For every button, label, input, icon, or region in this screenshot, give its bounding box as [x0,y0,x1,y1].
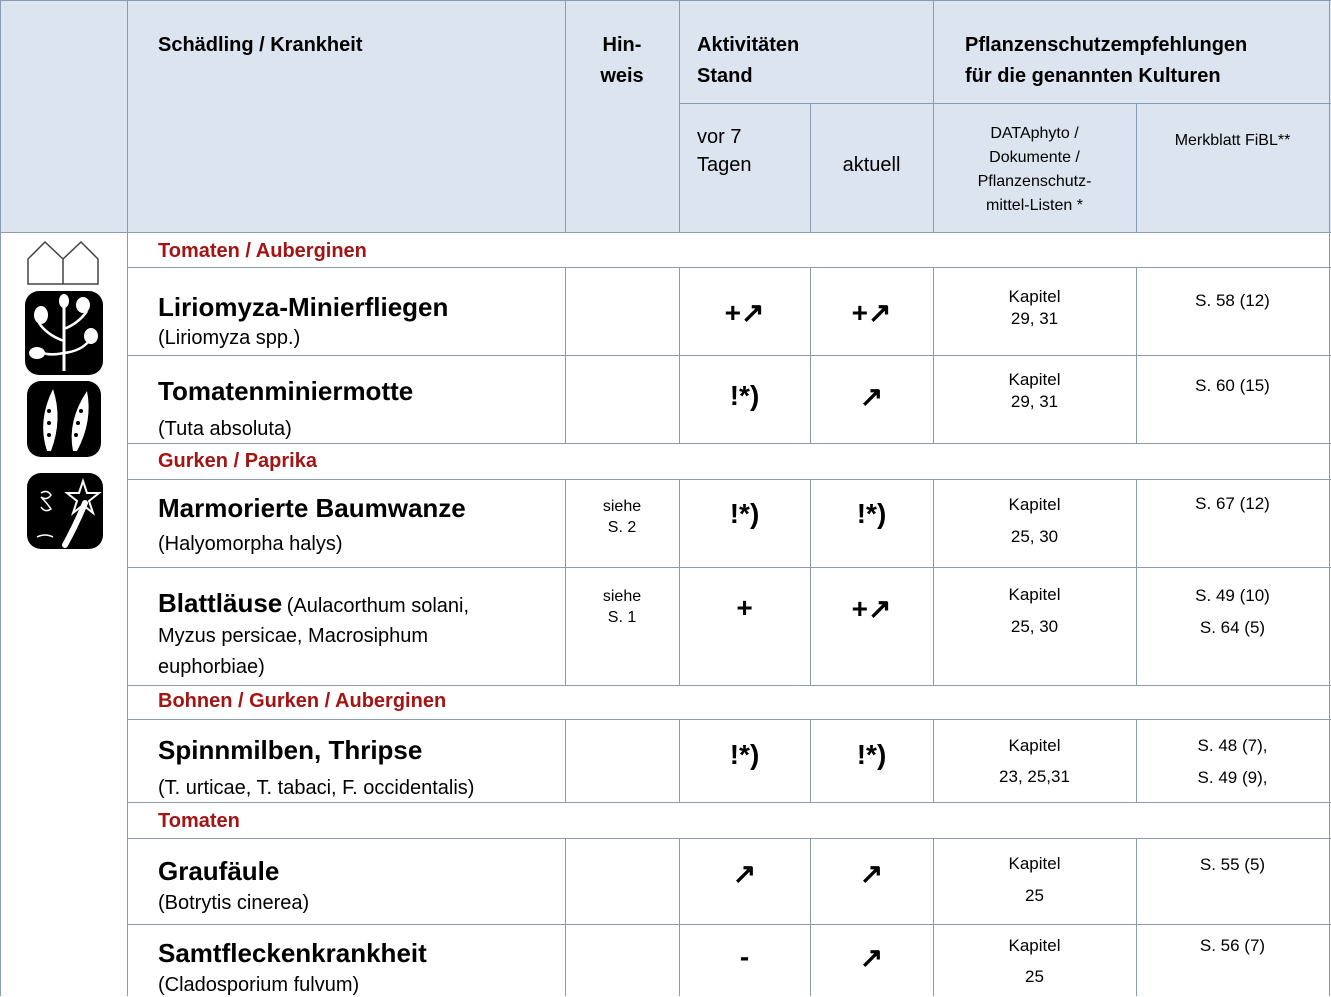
activity-before: ↗ [732,858,757,889]
greenhouse-icon [27,241,99,285]
header-recommend-2: für die genannten Kulturen [965,65,1221,87]
row-divider [128,802,1331,803]
column-divider [933,719,934,802]
category-heading: Tomaten [158,810,240,832]
pest-scientific-name-line-3: euphorbiae) [158,656,265,678]
fibl-reference: S. 49 (9), [1197,768,1268,787]
subheader-current: aktuell [842,154,901,176]
header-recommend-1: Pflanzenschutzempfehlungen [965,34,1248,56]
fibl-reference: S. 67 (12) [1195,494,1270,513]
header-activity-2: Stand [697,65,753,87]
fibl-reference: S. 64 (5) [1199,618,1266,637]
table-border-top [0,0,1331,1]
activity-current: ↗ [859,858,884,889]
fibl-reference: S. 48 (7), [1197,736,1268,755]
column-divider [810,267,811,443]
chapter-label: Kapitel [1008,854,1061,873]
column-divider [679,0,680,232]
activity-before: !*) [729,739,760,770]
pest-scientific-name: (Halyomorpha halys) [158,533,343,555]
hint-text-2: S. 2 [607,519,637,536]
row-divider [128,479,1331,480]
category-heading: Gurken / Paprika [158,450,317,472]
header-hint-1: Hin- [602,34,642,56]
row-divider [128,719,1331,720]
fibl-reference: S. 56 (7) [1199,936,1266,955]
activity-current: +↗ [851,297,892,328]
column-border-right [1329,0,1330,996]
row-divider [128,267,1331,268]
pest-name: Blattläuse [158,588,283,618]
header-activity-1: Aktivitäten [697,34,800,56]
bean-pods-icon [27,381,101,457]
activity-current: !*) [856,739,887,770]
chapter-label: Kapitel [1008,287,1061,306]
pest-scientific-name: (Tuta absoluta) [158,418,292,440]
hint-text-1: siehe [602,498,642,515]
header-bottom-border [0,232,1331,233]
activity-before: +↗ [724,297,765,328]
chapter-numbers: 23, 25,31 [999,767,1070,786]
activity-before: + [736,592,753,623]
chapter-numbers: 25, 30 [1010,617,1059,636]
chapter-label: Kapitel [1008,936,1061,955]
pest-scientific-name: (Aulacorthum solani, [286,595,470,617]
header-pest: Schädling / Krankheit [158,34,363,56]
row-divider [128,838,1331,839]
column-border-left [0,0,1,996]
pest-scientific-name-line-2: Myzus persicae, Macrosiphum [158,625,429,647]
chapter-label: Kapitel [1008,370,1061,389]
pest-name: Marmorierte Baumwanze [158,493,466,523]
subheader-datap-2: Dokumente / [989,149,1080,166]
pest-scientific-name: (T. urticae, T. tabaci, F. occidentalis) [158,777,475,799]
pest-name: Liriomyza-Minierfliegen [158,292,449,322]
hint-text-1: siehe [602,588,642,605]
subheader-datap-1: DATAphyto / [990,125,1079,142]
chapter-numbers: 25 [1025,886,1044,905]
activity-before: !*) [729,498,760,529]
fibl-reference: S. 55 (5) [1199,855,1266,874]
row-divider [128,567,1331,568]
column-divider [565,719,566,802]
column-divider [679,267,680,443]
cucumber-plant-icon [27,473,103,549]
pest-scientific-name: (Cladosporium fulvum) [158,974,360,996]
activity-before: - [739,941,750,972]
header-hint-2: weis [600,65,644,87]
subheader-datap-3: Pflanzenschutz- [977,173,1092,190]
header-subrow-divider [679,103,1331,104]
activity-current: !*) [856,498,887,529]
tomato-plant-icon [25,291,103,375]
row-divider [128,355,1331,356]
row-divider [128,443,1331,444]
activity-current: ↗ [859,942,884,973]
subheader-fibl: Merkblatt FiBL** [1174,132,1291,149]
row-divider [128,924,1331,925]
chapter-label: Kapitel [1008,736,1061,755]
pest-name: Tomatenminiermotte [158,376,414,406]
pest-name: Graufäule [158,856,280,886]
fibl-reference: S. 58 (12) [1195,291,1270,310]
activity-current: +↗ [851,593,892,624]
pest-name: Samtfleckenkrankheit [158,938,427,968]
pest-scientific-name: (Botrytis cinerea) [158,892,310,914]
subheader-datap-4: mittel-Listen * [986,197,1083,214]
activity-before: !*) [729,380,760,411]
column-divider [565,838,566,996]
hint-text-2: S. 1 [607,609,637,626]
pest-name-line [158,588,469,619]
chapter-label: Kapitel [1008,585,1061,604]
column-divider [565,267,566,443]
chapter-numbers: 29, 31 [1010,392,1059,411]
category-heading: Tomaten / Auberginen [158,240,367,262]
chapter-label: Kapitel [1008,495,1061,514]
pest-name: Spinnmilben, Thripse [158,735,423,765]
row-divider [128,685,1331,686]
category-heading: Bohnen / Gurken / Auberginen [158,690,447,712]
column-divider [127,0,128,996]
subheader-before-2: Tagen [697,154,752,176]
fibl-reference: S. 49 (10) [1195,586,1270,605]
subheader-before-1: vor 7 [697,126,742,148]
chapter-numbers: 25, 30 [1010,527,1059,546]
column-divider [1136,103,1137,232]
chapter-numbers: 29, 31 [1010,309,1059,328]
fibl-reference: S. 60 (15) [1195,376,1270,395]
chapter-numbers: 25 [1025,967,1044,986]
activity-current: ↗ [859,381,884,412]
pest-scientific-name: (Liriomyza spp.) [158,327,301,349]
